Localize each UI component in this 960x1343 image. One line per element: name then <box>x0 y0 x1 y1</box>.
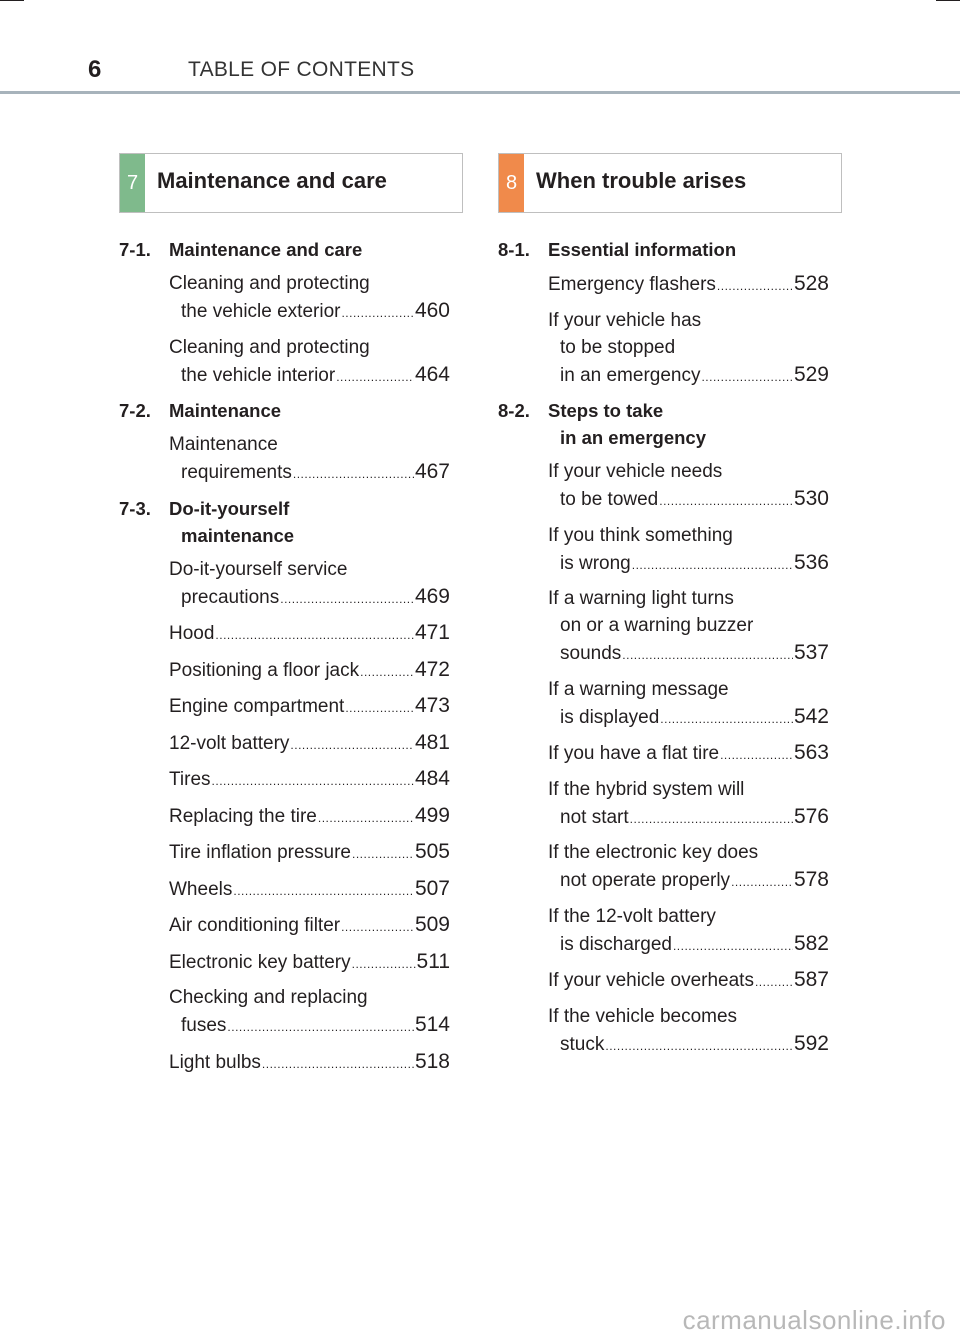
entry-text: Cleaning and protecting <box>169 273 370 294</box>
entry-text: precautions <box>181 586 280 608</box>
entry-last-line <box>169 875 450 905</box>
page-number: 6 <box>88 56 102 83</box>
entry-text: Tire inflation pressure <box>169 842 351 863</box>
entry-last-line <box>169 458 450 488</box>
chapter-number: 7-2. <box>119 400 151 421</box>
entry-text: If you think something <box>548 524 733 546</box>
toc-entry[interactable] <box>169 911 450 941</box>
entry-text: Checking and replacing <box>169 987 368 1008</box>
entry-text: Do-it-yourself service <box>169 558 348 580</box>
entry-text: Electronic key battery <box>169 951 351 973</box>
page-number-ref: 542 <box>793 704 829 728</box>
section-8-tab: 8 <box>499 154 524 212</box>
leader-dots <box>341 914 414 941</box>
entry-text: If your vehicle needs <box>548 461 723 482</box>
chapter-title: Maintenance and care <box>169 239 363 260</box>
toc-entry[interactable] <box>169 875 450 905</box>
toc-entry[interactable] <box>548 270 829 300</box>
entry-text: is displayed <box>560 706 660 728</box>
entry-text: Replacing the tire <box>169 805 317 827</box>
toc-entry[interactable] <box>548 676 829 733</box>
entry-last-line <box>548 639 829 669</box>
chapter-heading <box>498 236 829 263</box>
page-number-ref: 587 <box>793 968 829 991</box>
toc-entry[interactable] <box>169 270 450 327</box>
toc-entry[interactable] <box>169 948 450 978</box>
entry-text: is wrong <box>560 552 631 574</box>
leader-dots <box>352 841 414 868</box>
toc-entry[interactable] <box>548 839 829 896</box>
entry-text: If the hybrid system will <box>548 778 745 800</box>
entry-text: Cleaning and protecting <box>169 336 370 358</box>
page-number-ref: 518 <box>414 1049 450 1073</box>
entry-text: to be stopped <box>560 336 676 358</box>
section-7-title: Maintenance and care <box>157 168 387 193</box>
page-number-ref: 460 <box>414 299 450 322</box>
entry-last-line <box>548 1030 829 1060</box>
leader-dots <box>660 706 793 733</box>
page-header <box>0 0 960 96</box>
chapter-title: maintenance <box>181 524 295 546</box>
leader-dots <box>352 951 416 978</box>
section-7-tab: 7 <box>120 154 145 212</box>
chapter-number: 8-2. <box>498 400 530 421</box>
entry-last-line <box>169 619 450 649</box>
entry-text: in an emergency <box>560 364 701 386</box>
chapter-title: Steps to take <box>548 400 664 421</box>
page-number-ref: 511 <box>416 949 450 973</box>
entry-last-line <box>169 583 450 613</box>
page-number-ref: 484 <box>414 767 450 790</box>
entry-last-line <box>169 948 450 978</box>
toc-entry[interactable] <box>548 903 829 960</box>
entry-text: If your vehicle has <box>548 309 702 331</box>
entry-last-line <box>169 297 450 327</box>
entry-text: on or a warning buzzer <box>560 615 754 636</box>
entry-last-line <box>548 703 829 733</box>
chapter-heading <box>119 236 450 263</box>
toc-column-right <box>498 236 829 1066</box>
chapter-heading <box>498 397 829 451</box>
page-number-ref: 529 <box>793 362 829 386</box>
entry-text: If a warning light turns <box>548 588 734 609</box>
entry-last-line <box>548 866 829 896</box>
page-number-ref: 472 <box>414 657 450 681</box>
entry-last-line <box>169 1048 450 1078</box>
entry-text: to be towed <box>560 489 659 510</box>
page-number-ref: 471 <box>414 621 450 644</box>
toc-entry[interactable] <box>548 522 829 579</box>
page-number-ref: 514 <box>414 1013 450 1036</box>
entry-text: Air conditioning filter <box>169 915 341 936</box>
toc-entry[interactable] <box>548 1003 829 1060</box>
leader-dots <box>345 695 414 722</box>
page-number-ref: 537 <box>793 641 829 664</box>
page-number-ref: 576 <box>793 804 829 828</box>
chapter-heading <box>119 495 450 549</box>
leader-dots <box>227 1014 414 1041</box>
chapter-number: 7-1. <box>119 239 151 260</box>
leader-dots <box>755 969 793 996</box>
entry-last-line <box>548 966 829 996</box>
entry-text: 12-volt battery <box>169 732 290 754</box>
page-number-ref: 536 <box>793 550 829 574</box>
page-number-ref: 507 <box>414 876 450 900</box>
entry-last-line <box>169 838 450 868</box>
leader-dots <box>215 622 414 649</box>
entry-text: Wheels <box>169 878 233 900</box>
leader-dots <box>630 806 793 833</box>
toc-entry[interactable] <box>169 984 450 1041</box>
toc-entry[interactable] <box>169 692 450 722</box>
leader-dots <box>659 488 793 515</box>
chapter-title: Maintenance <box>169 400 282 421</box>
toc-entry[interactable] <box>169 1048 450 1078</box>
page-number-ref: 467 <box>414 460 450 483</box>
leader-dots <box>632 552 793 579</box>
entry-text: If the vehicle becomes <box>548 1005 738 1027</box>
entry-text: is discharged <box>560 933 672 955</box>
entry-last-line <box>548 361 829 391</box>
entry-text: stuck <box>560 1033 605 1055</box>
entry-text: If you have a flat tire <box>548 743 720 764</box>
leader-dots <box>336 364 414 391</box>
page-number-ref: 464 <box>414 362 450 386</box>
section-7-header <box>119 153 463 213</box>
entry-last-line <box>548 739 829 769</box>
toc-entry[interactable] <box>169 838 450 868</box>
entry-text: If a warning message <box>548 678 729 700</box>
entry-text: the vehicle exterior <box>181 301 341 322</box>
leader-dots <box>280 586 414 613</box>
page-number-ref: 481 <box>414 730 450 754</box>
entry-last-line <box>548 270 829 300</box>
leader-dots <box>212 768 414 795</box>
leader-dots <box>673 933 793 960</box>
leader-dots <box>293 461 414 488</box>
page-number-ref: 509 <box>414 913 450 936</box>
leader-dots <box>290 732 414 759</box>
leader-dots <box>318 805 414 832</box>
toc-entry[interactable] <box>169 334 450 391</box>
page-number-ref: 582 <box>793 931 829 955</box>
entry-text: Light bulbs <box>169 1051 261 1073</box>
header-title: TABLE OF CONTENTS <box>188 58 415 81</box>
page-number-ref: 505 <box>414 840 450 863</box>
entry-last-line <box>548 549 829 579</box>
entry-last-line <box>548 803 829 833</box>
chapter-title: in an emergency <box>560 427 707 448</box>
page-number-ref: 563 <box>793 741 829 764</box>
section-8-header <box>498 153 842 213</box>
entry-text: If the electronic key does <box>548 842 759 863</box>
leader-dots <box>341 300 413 327</box>
entry-text: sounds <box>560 643 622 664</box>
entry-last-line <box>548 930 829 960</box>
page-number-ref: 528 <box>793 272 829 295</box>
entry-last-line <box>169 729 450 759</box>
toc-entry[interactable] <box>548 966 829 996</box>
chapter-title: Do-it-yourself <box>169 497 290 519</box>
entry-text: Tires <box>169 769 211 790</box>
entry-text: fuses <box>181 1015 227 1036</box>
entry-text: not start <box>560 806 629 828</box>
leader-dots <box>717 273 793 300</box>
entry-text: Emergency flashers <box>548 274 716 295</box>
leader-dots <box>731 869 793 896</box>
leader-dots <box>720 742 793 769</box>
toc-entry[interactable] <box>548 307 829 391</box>
page-number-ref: 592 <box>793 1031 829 1055</box>
entry-last-line <box>169 911 450 941</box>
entry-text: If the 12-volt battery <box>548 905 716 927</box>
entry-text: Maintenance <box>169 434 278 455</box>
chapter-number: 8-1. <box>498 239 530 260</box>
entry-last-line <box>169 765 450 795</box>
page-number-ref: 578 <box>793 868 829 891</box>
toc-entry[interactable] <box>169 765 450 795</box>
toc-entry[interactable] <box>169 556 450 613</box>
toc-entry[interactable] <box>169 619 450 649</box>
leader-dots <box>701 364 792 391</box>
entry-last-line <box>169 656 450 686</box>
chapter-heading <box>119 397 450 424</box>
chapter-number: 7-3. <box>119 497 151 519</box>
leader-dots <box>622 642 793 669</box>
page-number-ref: 499 <box>414 803 450 827</box>
page-number-ref: 469 <box>414 584 450 608</box>
toc-column-left <box>119 236 450 1084</box>
entry-text: requirements <box>181 462 292 483</box>
toc-entry[interactable] <box>169 431 450 488</box>
page-number-ref: 530 <box>793 487 829 510</box>
toc-entry[interactable] <box>169 802 450 832</box>
section-8-title: When trouble arises <box>536 168 747 193</box>
entry-text: not operate properly <box>560 870 731 891</box>
entry-last-line <box>169 1011 450 1041</box>
toc-entry[interactable] <box>548 585 829 669</box>
entry-last-line <box>548 485 829 515</box>
toc-entry[interactable] <box>548 458 829 515</box>
leader-dots <box>360 659 414 686</box>
toc-entry[interactable] <box>548 776 829 833</box>
chapter-title: Essential information <box>548 239 737 260</box>
leader-dots <box>233 878 414 905</box>
page-number-ref: 473 <box>414 694 450 717</box>
leader-dots <box>605 1033 793 1060</box>
entry-text: Hood <box>169 623 215 644</box>
toc-entry[interactable] <box>169 729 450 759</box>
entry-last-line <box>169 692 450 722</box>
entry-last-line <box>169 802 450 832</box>
toc-entry[interactable] <box>169 656 450 686</box>
entry-text: Positioning a floor jack <box>169 659 360 681</box>
watermark: carmanualsonline.info <box>682 1305 946 1335</box>
entry-last-line <box>169 361 450 391</box>
entry-text: Engine compartment <box>169 696 345 717</box>
toc-entry[interactable] <box>548 739 829 769</box>
leader-dots <box>262 1051 414 1078</box>
entry-text: the vehicle interior <box>181 364 336 386</box>
entry-text: If your vehicle overheats <box>548 970 754 991</box>
header-divider <box>0 91 960 94</box>
